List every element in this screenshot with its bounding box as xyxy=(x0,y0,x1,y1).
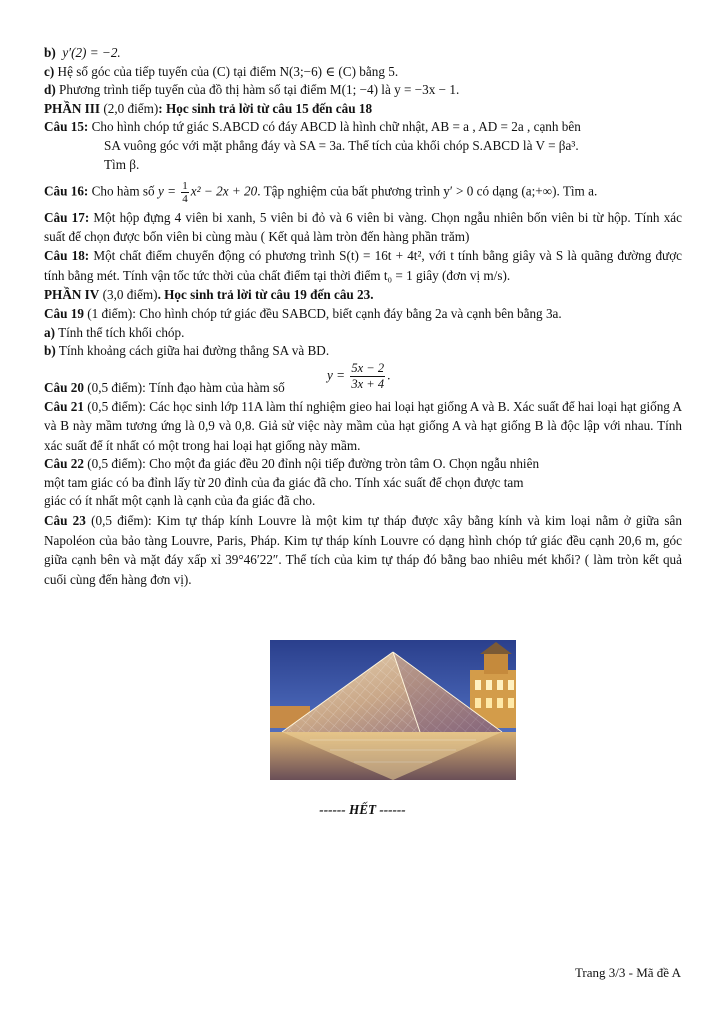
fraction xyxy=(350,361,385,392)
fraction-denominator: 3x + 4 xyxy=(351,376,385,391)
part4-heading xyxy=(44,286,682,305)
function-lhs: y = xyxy=(327,367,346,383)
fraction-numerator: 1 xyxy=(182,180,188,193)
formula-end: . xyxy=(387,367,391,383)
item-b xyxy=(44,44,682,63)
question-label: Câu 15: xyxy=(44,119,89,135)
question-19-a xyxy=(44,324,682,343)
end-mark: ------ HẾT ------ xyxy=(319,802,406,817)
part-instruction: : Học sinh trả lời từ câu 15 đến câu 18 xyxy=(158,100,373,116)
question-label: Câu 21 xyxy=(44,398,84,414)
question-text: Cho hình chóp tứ giác S.ABCD có đáy ABCD là hình chữ nhật, AB = a , AD = 2a , cạnh bên xyxy=(91,119,581,135)
question-text: SA vuông góc với mặt phẳng đáy và SA = 3a. Thể tích của khối chóp S.ABCD là V = βa³. xyxy=(104,137,579,153)
question-text: Tìm β. xyxy=(104,156,140,172)
louvre-pyramid-photo xyxy=(270,640,516,780)
question-22-line3 xyxy=(44,492,682,511)
subitem-label: a) xyxy=(44,324,55,340)
fraction-denominator: 4 xyxy=(182,193,188,206)
question-text: . Tập nghiệm của bất phương trình y′ > 0 có dạng (a;+∞). Tìm a. xyxy=(257,183,598,199)
question-text: : Cho hình chóp tứ giác đều SABCD, biết cạnh đáy bằng 2a và cạnh bên bằng 3a. xyxy=(132,305,562,321)
question-20 xyxy=(44,361,682,397)
question-15-line3 xyxy=(44,156,682,175)
part-points: (2,0 điểm) xyxy=(103,100,159,116)
question-text: Một chất điểm chuyển động có phương trình S(t) = 16t + 4t², với t tính bằng giây và S là quãng đường được tính bằng mét. Tính vận tốc tức thời của chất điểm tại thời điểm t₀ = 1 giây (đơn vị m/s). xyxy=(44,248,683,284)
item-c xyxy=(44,63,682,82)
question-points: (0,5 điểm) xyxy=(87,398,143,414)
part-title: PHẦN IV xyxy=(44,287,100,303)
function-formula xyxy=(327,361,390,392)
question-points: (1 điểm) xyxy=(87,305,133,321)
subitem-text: Tính thể tích khối chóp. xyxy=(58,324,185,340)
question-label: Câu 18: xyxy=(44,248,90,264)
function-lhs: y = xyxy=(157,183,176,199)
fraction xyxy=(181,180,189,205)
item-text: Phương trình tiếp tuyến của đồ thị hàm số tại điểm M(1; −4) là y = −3x − 1. xyxy=(59,82,460,98)
question-label: Câu 20 xyxy=(44,379,84,395)
question-label: Câu 23 xyxy=(44,513,86,528)
question-22-line2 xyxy=(44,474,682,493)
page-footer: Trang 3/3 - Mã đề A xyxy=(574,965,681,980)
question-19-b xyxy=(44,342,682,361)
item-d xyxy=(44,81,682,100)
question-text: : Kim tự tháp kính Louvre là một kim tự tháp được xây bằng kính và kim loại nằm ở giữa sân Napoléon của bảo tàng Louvre, Paris, Pháp. Kim tự tháp kính Louvre có dạng hình chóp tứ giác đều cạnh 20,6 m, góc giữa cạnh bên và mặt đáy xấp xỉ 39°46′22″. Thể tích của kim tự tháp đó bằng bao nhiêu mét khối? ( làm tròn kết quả cuối cùng đến hàng đơn vị). xyxy=(44,513,682,587)
item-label: b) xyxy=(44,45,56,60)
part-points: (3,0 điểm) xyxy=(102,287,158,303)
question-points: (0,5 điểm) xyxy=(87,379,143,395)
part3-heading xyxy=(44,100,682,119)
question-15-line2 xyxy=(44,137,682,156)
exam-page xyxy=(44,44,682,589)
item-label: c) xyxy=(44,63,55,79)
question-16 xyxy=(44,180,682,205)
subitem-text: Tính khoảng cách giữa hai đường thẳng SA và BD. xyxy=(58,343,330,359)
question-label: Câu 17: xyxy=(44,210,90,226)
fraction-numerator: 5x − 2 xyxy=(351,360,385,375)
question-text: : Các học sinh lớp 11A làm thí nghiệm gieo hai loại hạt giống A và B. Xác suất để hai loại hạt giống A và B này mầm tương ứng là 0,9 và 0,8. Giả sử việc này mầm của hạt giống A và hạt giống B là độc lập với nhau. Tính xác suất để ít nhất có một trong hai loại hạt giống này mầm. xyxy=(44,398,683,453)
item-text: Hệ số góc của tiếp tuyến của (C) tại điểm N(3;−6) ∈ (C) bằng 5. xyxy=(57,63,399,79)
question-points: (0,5 điểm) xyxy=(91,513,148,528)
question-text: : Tính đạo hàm của hàm số xyxy=(142,379,285,395)
question-22 xyxy=(44,455,682,474)
question-text: một tam giác có ba đỉnh lấy từ 20 đỉnh của đa giác đã cho. Tính xác suất để chọn được tam xyxy=(44,474,524,490)
item-text: y′(2) = −2. xyxy=(62,45,121,60)
question-20-text xyxy=(44,379,285,398)
question-15 xyxy=(44,118,682,137)
item-label: d) xyxy=(44,82,56,98)
question-text: : Cho một đa giác đều 20 đỉnh nội tiếp đường tròn tâm O. Chọn ngẫu nhiên xyxy=(142,456,540,472)
question-21 xyxy=(44,397,682,456)
question-text: Cho hàm số xyxy=(91,183,155,199)
question-points: (0,5 điểm) xyxy=(87,456,143,472)
question-text: Một hộp đựng 4 viên bi xanh, 5 viên bi đỏ và 6 viên bi vàng. Chọn ngẫu nhiên bốn viên bi từ hộp. Tính xác suất để chọn được bốn viên bi cùng màu ( Kết quả làm tròn đến hàng phần trăm) xyxy=(44,210,682,244)
question-17 xyxy=(44,209,682,246)
question-label: Câu 16: xyxy=(44,183,89,199)
question-label: Câu 22 xyxy=(44,456,84,472)
louvre-pyramid-illustration xyxy=(270,640,516,780)
subitem-label: b) xyxy=(44,343,56,359)
question-23 xyxy=(44,511,682,589)
question-19 xyxy=(44,305,682,324)
part-instruction: . Học sinh trả lời từ câu 19 đến câu 23. xyxy=(157,287,374,303)
question-18 xyxy=(44,246,682,286)
question-text: giác có ít nhất một cạnh là cạnh của đa giác đã cho. xyxy=(44,493,316,509)
function-rhs: x² − 2x + 20 xyxy=(190,183,258,199)
question-label: Câu 19 xyxy=(44,305,84,321)
part-title: PHẦN III xyxy=(44,100,101,116)
